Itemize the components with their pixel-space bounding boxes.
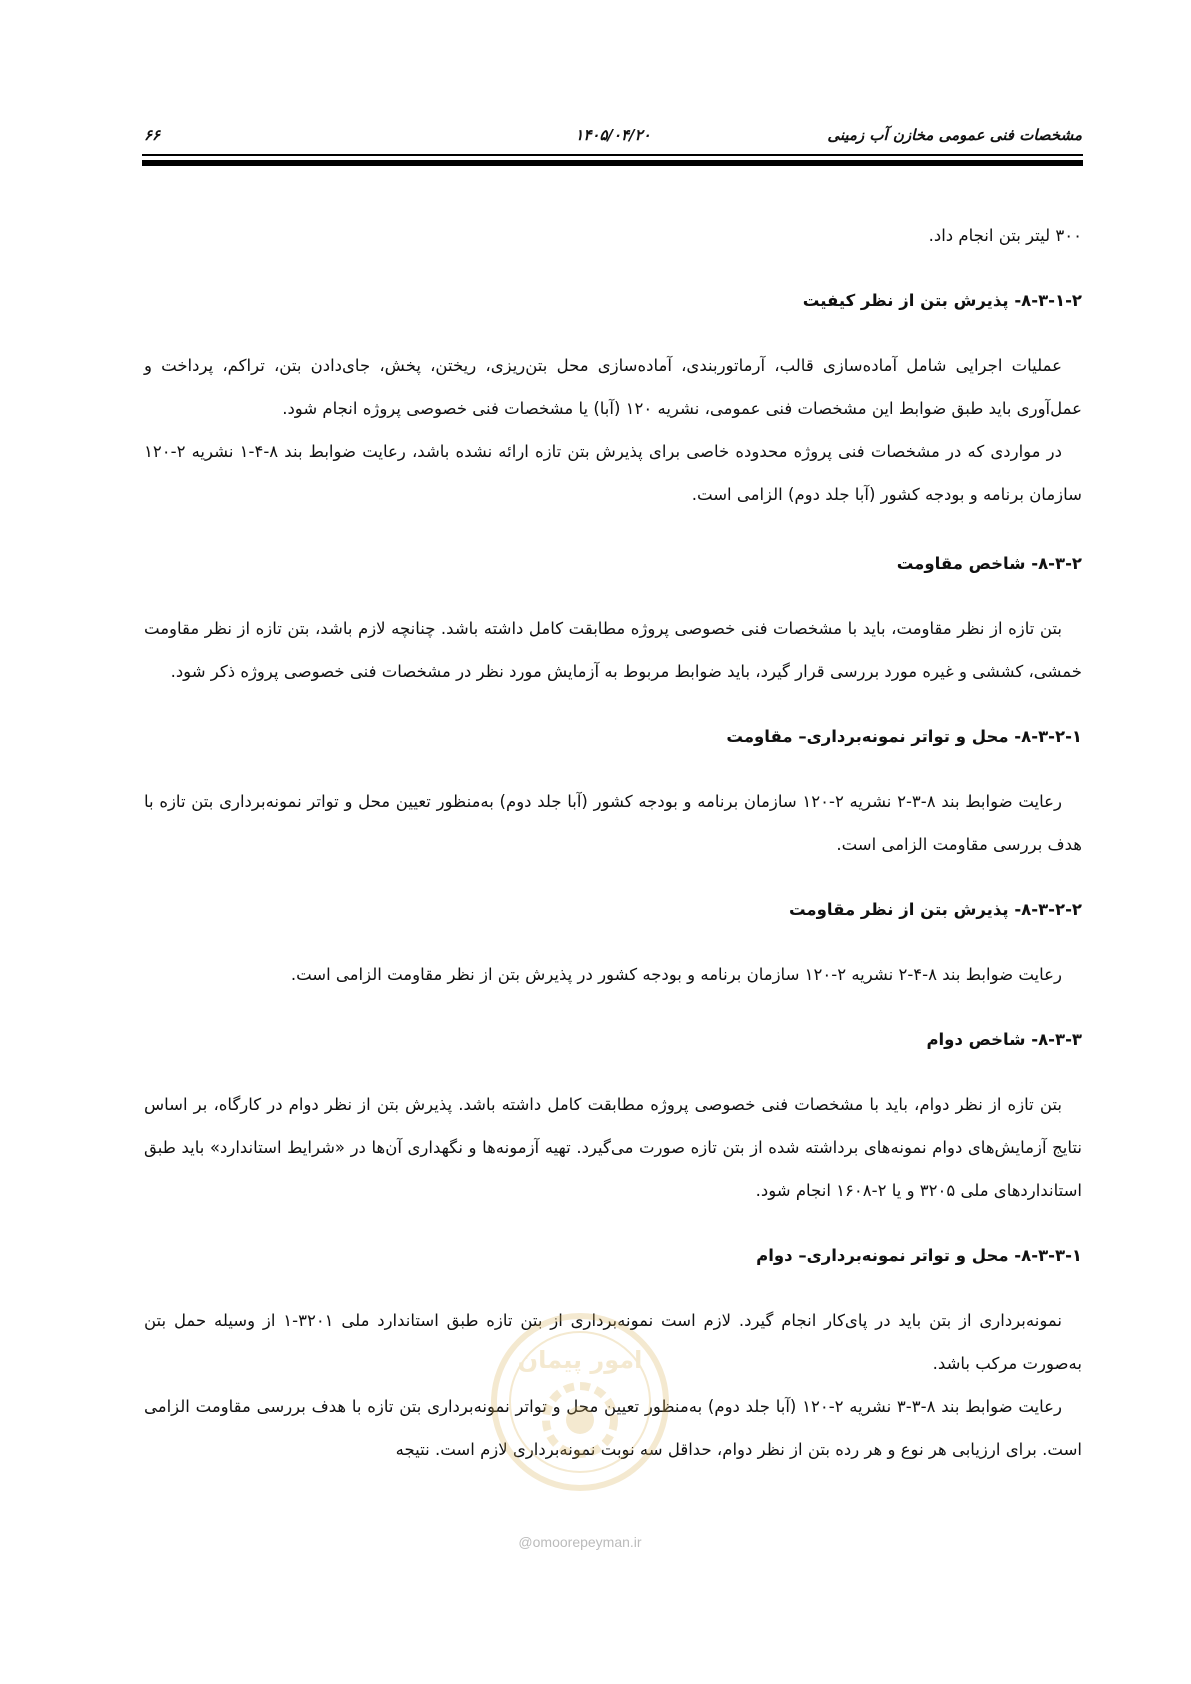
paragraph-continuation: ۳۰۰ لیتر بتن انجام داد.: [928, 226, 1082, 245]
watermark-logo-text: امور پیمان: [517, 1346, 643, 1374]
section-heading-strength-index: ۸-۳-۲- شاخص مقاومت: [896, 554, 1082, 573]
paragraph-sampling-location: نمونه‌برداری از بتن باید در پای‌کار انجام گیرد. لازم است نمونه‌برداری از بتن تازه طبق استاندارد ملی ۳۲۰۱-۱ از وسیله حمل بتن به‌صورت مرکب باشد.: [144, 1311, 1082, 1373]
document-date: ۱۴۰۵/۰۴/۲۰: [575, 126, 651, 144]
paragraph-sampling-frequency: رعایت ضوابط بند ۸-۳-۳ نشریه ۲-۱۲۰ (آبا جلد دوم) به‌منظور تعیین محل و تواتر نمونه‌برداری بتن تازه با هدف بررسی مقاومت الزامی است. برای ارزیابی هر نوع و هر رده بتن از نظر دوام، حداقل سه نوبت نمونه‌برداری لازم است. نتیجه: [144, 1397, 1082, 1459]
watermark-logo: [488, 1310, 672, 1494]
document-title: مشخصات فنی عمومی مخازن آب زمینی: [827, 126, 1082, 144]
header-rule-thick: [142, 160, 1083, 166]
paragraph-strength-requirements: بتن تازه از نظر مقاومت، باید با مشخصات فنی خصوصی پروژه مطابقت کامل داشته باشد. چنانچه لازم باشد، بتن تازه از نظر مقاومت خمشی، کششی و غیره مورد بررسی قرار گیرد، باید ضوابط مربوط به آزمایش مورد نظر در مشخصات فنی خصوصی پروژه ذکر شود.: [144, 619, 1082, 681]
header-rule-thin: [142, 154, 1083, 156]
watermark-url: @omoorepeyman.ir: [518, 1534, 642, 1550]
paragraph-strength-sampling: رعایت ضوابط بند ۸-۳-۲ نشریه ۲-۱۲۰ سازمان برنامه و بودجه کشور (آبا جلد دوم) به‌منظور تعیین محل و تواتر نمونه‌برداری بتن تازه با هدف بررسی مقاومت الزامی است.: [144, 792, 1082, 854]
paragraph-execution-operations: عملیات اجرایی شامل آماده‌سازی قالب، آرماتوربندی، آماده‌سازی محل بتن‌ریزی، ریختن، پخش، جای‌دادن بتن، تراکم، پرداخت و عمل‌آوری باید طبق ضوابط این مشخصات فنی عمومی، نشریه ۱۲۰ (آبا) یا مشخصات فنی خصوصی پروژه انجام شود.: [144, 356, 1082, 418]
paragraph-strength-acceptance: رعایت ضوابط بند ۸-۴-۲ نشریه ۲-۱۲۰ سازمان برنامه و بودجه کشور در پذیرش بتن از نظر مقاومت الزامی است.: [290, 965, 1062, 984]
paragraph-durability-requirements: بتن تازه از نظر دوام، باید با مشخصات فنی خصوصی پروژه مطابقت کامل داشته باشد. پذیرش بتن از نظر دوام در کارگاه، بر اساس نتایج آزمایش‌های دوام نمونه‌های برداشته شده از بتن تازه صورت می‌گیرد. تهیه آزمونه‌ها و نگهداری آن‌ها در «شرایط استاندارد» باید طبق استانداردهای ملی ۳۲۰۵ و یا ۲-۱۶۰۸ انجام شود.: [144, 1095, 1082, 1200]
paragraph-fresh-concrete-limits: در مواردی که در مشخصات فنی پروژه محدوده خاصی برای پذیرش بتن تازه ارائه نشده باشد، رعایت ضوابط بند ۸-۴-۱ نشریه ۲-۱۲۰ سازمان برنامه و بودجه کشور (آبا جلد دوم) الزامی است.: [144, 442, 1082, 504]
section-heading-strength-sampling: ۸-۳-۲-۱- محل و تواتر نمونه‌برداری– مقاومت: [726, 727, 1082, 746]
section-heading-durability-sampling: ۸-۳-۳-۱- محل و تواتر نمونه‌برداری– دوام: [756, 1246, 1082, 1265]
section-heading-quality-acceptance: ۸-۳-۱-۲- پذیرش بتن از نظر کیفیت: [802, 291, 1082, 310]
section-heading-durability-index: ۸-۳-۳- شاخص دوام: [926, 1030, 1082, 1049]
page-number: ۶۶: [144, 126, 161, 144]
page-content: [144, 214, 1082, 1471]
page-header: [144, 126, 1082, 150]
section-heading-strength-acceptance: ۸-۳-۲-۲- پذیرش بتن از نظر مقاومت: [788, 900, 1082, 919]
